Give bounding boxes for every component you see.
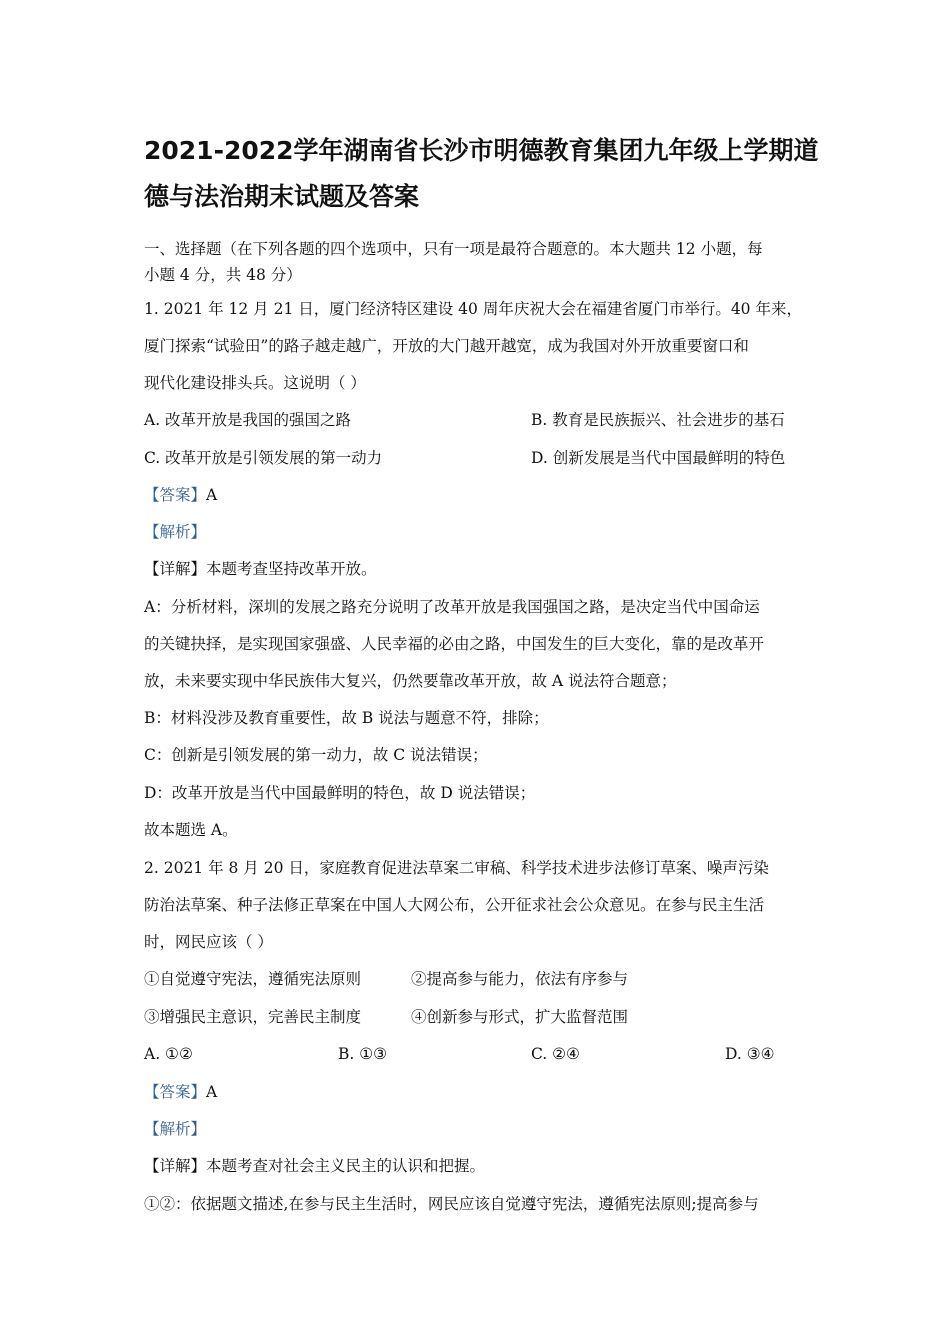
q2-analysis-line-1: ①②：依据题文描述,在参与民主生活时，网民应该自觉遵守宪法，遵循宪法原则;提高参与 — [144, 1195, 759, 1213]
q2-detail-tag: 【详解】 — [144, 1157, 207, 1175]
section-heading-line-1: 一、选择题（在下列各题的四个选项中，只有一项是最符合题意的。本大题共 12 小题，每 — [144, 240, 763, 258]
q1-stem-line-3: 现代化建设排头兵。这说明（ ） — [144, 374, 366, 392]
q2-item-4: ④创新参与形式，扩大监督范围 — [411, 1008, 629, 1026]
q2-item-3: ③增强民主意识，完善民主制度 — [144, 1008, 362, 1026]
q1-option-c: C. 改革开放是引领发展的第一动力 — [144, 449, 383, 467]
q2-analysis-tag: 【解析】 — [144, 1120, 207, 1138]
title-line-1: 2021-2022学年湖南省长沙市明德教育集团九年级上学期道 — [144, 136, 819, 165]
q1-analysis-line-4: B：材料没涉及教育重要性，故 B 说法与题意不符，排除； — [144, 709, 549, 727]
q2-option-a: A. ①② — [144, 1045, 193, 1063]
q1-detail-text: 本题考查坚持改革开放。 — [206, 560, 377, 578]
q2-stem-line-3: 时，网民应该（ ） — [144, 933, 273, 951]
q1-analysis-line-2: 的关键抉择，是实现国家强盛、人民幸福的必由之路，中国发生的巨大变化，靠的是改革开 — [144, 635, 765, 653]
q1-detail — [144, 558, 377, 580]
q1-analysis-line-1: A：分析材料，深圳的发展之路充分说明了改革开放是我国强国之路，是决定当代中国命运 — [144, 598, 760, 616]
q1-answer — [144, 484, 217, 506]
q2-option-c: C. ②④ — [531, 1045, 580, 1063]
q2-stem-line-1: 2. 2021 年 8 月 20 日，家庭教育促进法草案二审稿、科学技术进步法修订草案、噪声污染 — [144, 859, 769, 877]
q2-answer-value: A — [206, 1083, 218, 1101]
q2-detail-text: 本题考查对社会主义民主的认识和把握。 — [206, 1157, 486, 1175]
q2-detail — [144, 1155, 485, 1177]
q1-stem-line-1: 1. 2021 年 12 月 21 日，厦门经济特区建设 40 周年庆祝大会在福建省厦门市举行。40 年来， — [144, 300, 802, 318]
q1-analysis-tag: 【解析】 — [144, 523, 207, 541]
q1-detail-tag: 【详解】 — [144, 560, 207, 578]
document-title — [144, 128, 824, 220]
q2-answer-tag: 【答案】 — [144, 1083, 207, 1101]
q1-answer-value: A — [206, 486, 218, 504]
q1-analysis-line-3: 放，未来要实现中华民族伟大复兴，仍然要靠改革开放，故 A 说法符合题意； — [144, 672, 677, 690]
q2-answer — [144, 1081, 217, 1103]
section-heading-line-2: 小题 4 分，共 48 分） — [144, 266, 302, 284]
q1-option-d: D. 创新发展是当代中国最鲜明的特色 — [531, 449, 786, 467]
q1-analysis-line-7: 故本题选 A。 — [144, 821, 238, 839]
q1-stem-line-2: 厦门探索“试验田”的路子越走越广，开放的大门越开越宽，成为我国对外开放重要窗口和 — [144, 337, 749, 355]
q1-option-a: A. 改革开放是我国的强国之路 — [144, 411, 352, 429]
q2-item-1: ①自觉遵守宪法，遵循宪法原则 — [144, 970, 362, 988]
q2-item-2: ②提高参与能力，依法有序参与 — [411, 970, 629, 988]
q1-option-b: B. 教育是民族振兴、社会进步的基石 — [531, 411, 785, 429]
q2-option-d: D. ③④ — [725, 1045, 775, 1063]
q1-analysis-line-5: C：创新是引领发展的第一动力，故 C 说法错误； — [144, 746, 488, 764]
q1-analysis-line-6: D：改革开放是当代中国最鲜明的特色，故 D 说法错误； — [144, 784, 536, 802]
q2-stem-line-2: 防治法草案、种子法修正草案在中国人大网公布，公开征求社会公众意见。在参与民主生活 — [144, 896, 765, 914]
title-line-2: 德与法治期末试题及答案 — [144, 182, 420, 211]
q1-answer-tag: 【答案】 — [144, 486, 207, 504]
q2-option-b: B. ①③ — [338, 1045, 388, 1063]
